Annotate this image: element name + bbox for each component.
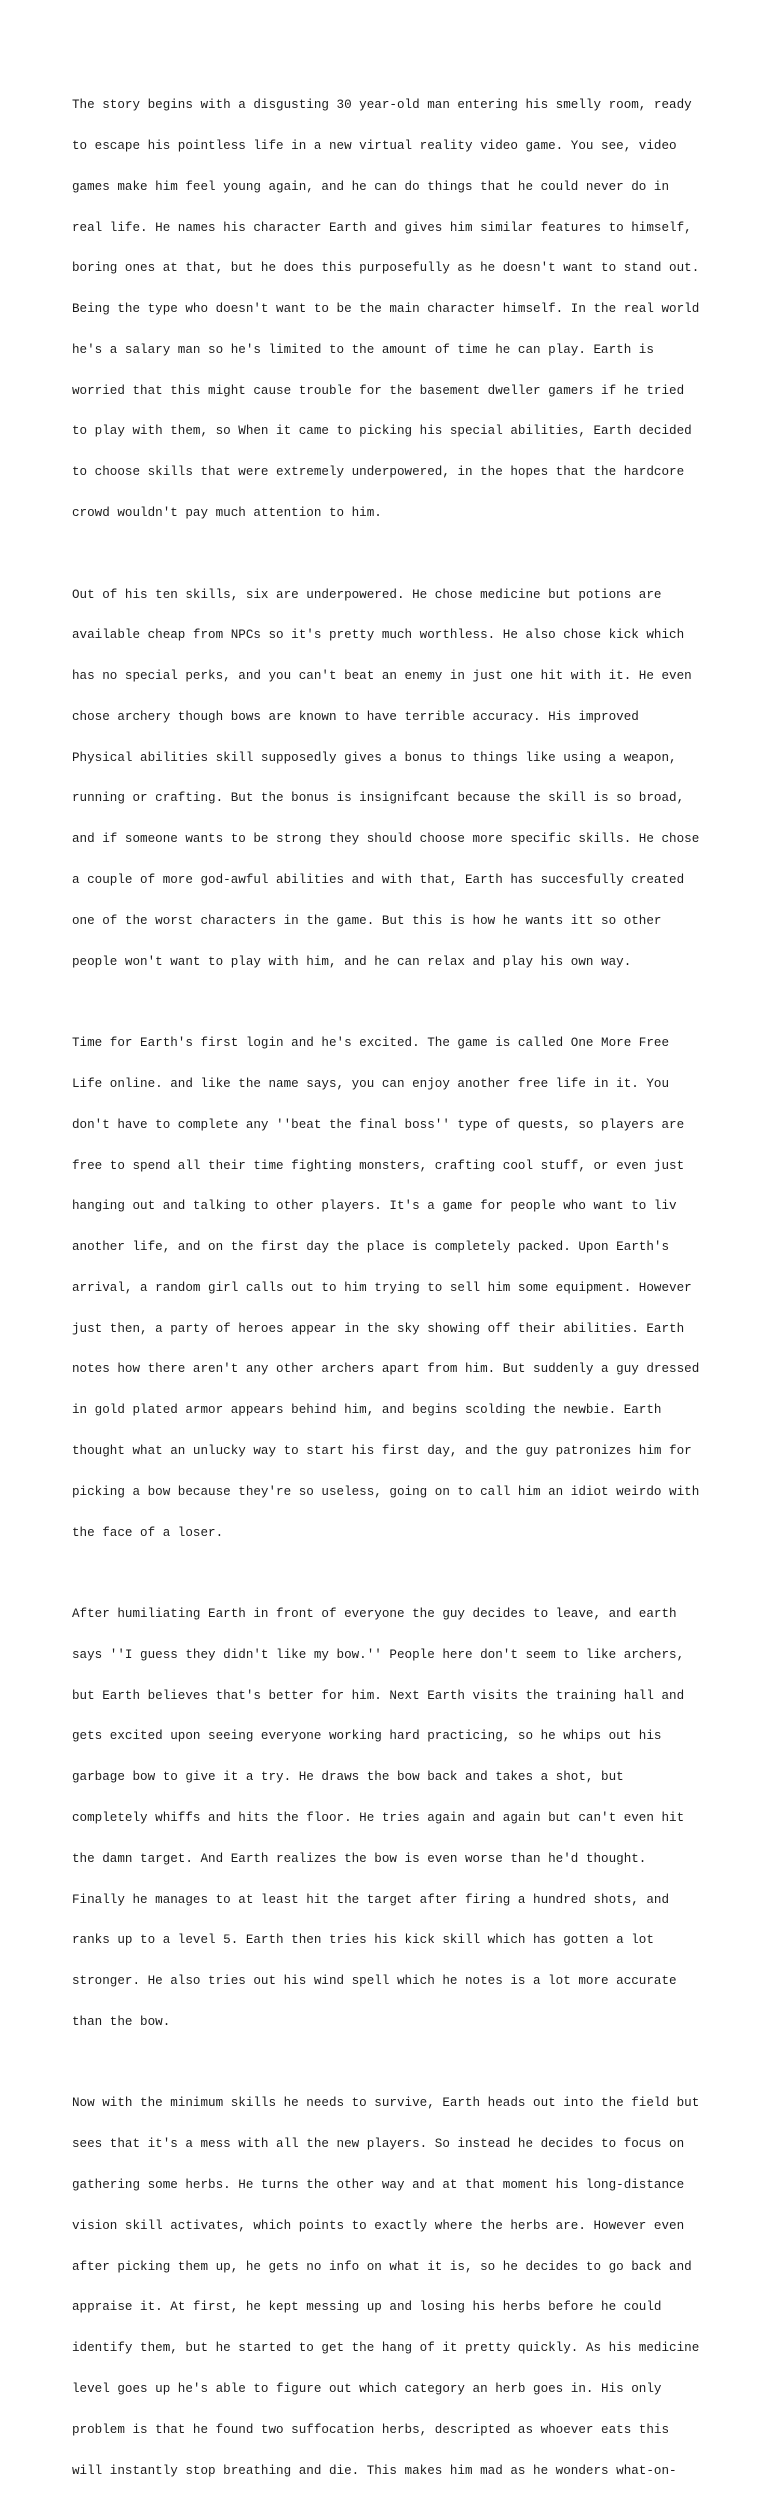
text-line: one of the worst characters in the game. But this is how he wants itt so other: [72, 913, 662, 928]
text-line: Life online. and like the name says, you can enjoy another free life in it. You: [72, 1076, 670, 1091]
text-line: Now with the minimum skills he needs to survive, Earth heads out into the field but: [72, 2096, 700, 2111]
text-line: after picking them up, he gets no info on what it is, so he decides to go back and: [72, 2259, 692, 2274]
text-line: in gold plated armor appears behind him, and begins scolding the newbie. Earth: [72, 1403, 662, 1418]
text-line: than the bow.: [72, 2014, 171, 2029]
text-line: crowd wouldn't pay much attention to him.: [72, 506, 382, 520]
text-line: completely whiffs and hits the floor. He tries again and again but can't even hit: [72, 1811, 685, 1825]
text-line: ranks up to a level 5. Earth then tries his kick skill which has gotten a lot: [72, 1933, 654, 1948]
text-line: gets excited upon seeing everyone working hard practicing, so he whips out his: [72, 1729, 662, 1744]
text-line: he's a salary man so he's limited to the amount of time he can play. Earth is: [72, 342, 654, 357]
text-line: Time for Earth's first login and he's excited. The game is called One More Free: [72, 1036, 670, 1051]
text-line: The story begins with a disgusting 30 year-old man entering his smelly room, ready: [72, 98, 692, 113]
text-line: appraise it. At first, he kept messing up and losing his herbs before he could: [72, 2300, 662, 2315]
text-line: a couple of more god-awful abilities and with that, Earth has succesfully created: [72, 873, 685, 888]
text-line: vision skill activates, which points to exactly where the herbs are. However even: [72, 2218, 685, 2233]
text-line: Out of his ten skills, six are underpowered. He chose medicine but potions are: [72, 587, 662, 602]
paragraph-3: [72, 1010, 712, 1567]
text-line: available cheap from NPCs so it's pretty much worthless. He also chose kick which: [72, 628, 685, 643]
text-line: chose archery though bows are known to have terrible accuracy. His improved: [72, 709, 639, 724]
text-line: identify them, but he started to get the hang of it pretty quickly. As his medicine: [72, 2341, 700, 2356]
text-line: to choose skills that were extremely underpowered, in the hopes that the hardcore: [72, 465, 685, 480]
text-line: Physical abilities skill supposedly gives a bonus to things like using a weapon,: [72, 750, 677, 765]
text-line: picking a bow because they're so useless, going on to call him an idiot weirdo with: [72, 1484, 700, 1499]
paragraph-4: [72, 1581, 712, 2057]
text-line: notes how there aren't any other archers apart from him. But suddenly a guy dressed: [72, 1362, 700, 1377]
text-line: gathering some herbs. He turns the other way and at that moment his long-distance: [72, 2178, 685, 2193]
text-line: Finally he manages to at least hit the target after firing a hundred shots, and: [72, 1892, 670, 1907]
text-line: worried that this might cause trouble for the basement dweller gamers if he tried: [72, 383, 685, 398]
text-line: hanging out and talking to other players. It's a game for people who want to liv: [72, 1199, 677, 1214]
text-line: games make him feel young again, and he can do things that he could never do in: [72, 179, 670, 194]
paragraph-2: [72, 561, 712, 996]
paragraph-1: [72, 72, 712, 548]
text-line: and if someone wants to be strong they should choose more specific skills. He chose: [72, 832, 700, 847]
text-line: people won't want to play with him, and he can relax and play his own way.: [72, 954, 632, 969]
text-line: problem is that he found two suffocation herbs, descripted as whoever eats this: [72, 2422, 670, 2437]
text-line: thought what an unlucky way to start his first day, and the guy patronizes him for: [72, 1443, 692, 1458]
text-line: will instantly stop breathing and die. This makes him mad as he wonders what-on-: [72, 2463, 677, 2478]
text-line: arrival, a random girl calls out to him trying to sell him some equipment. However: [72, 1280, 692, 1295]
text-line: sees that it's a mess with all the new players. So instead he decides to focus on: [72, 2137, 685, 2152]
text-line: level goes up he's able to figure out which category an herb goes in. His only: [72, 2381, 662, 2396]
text-line: but Earth believes that's better for him. Next Earth visits the training hall and: [72, 1688, 685, 1703]
text-line: just then, a party of heroes appear in the sky showing off their abilities. Earth: [72, 1321, 685, 1336]
text-line: another life, and on the first day the place is completely packed. Upon Earth's: [72, 1240, 670, 1255]
text-line: the damn target. And Earth realizes the bow is even worse than he'd thought.: [72, 1851, 647, 1866]
document-page: [72, 72, 712, 2519]
text-line: says ''I guess they didn't like my bow.'' People here don't seem to like archers,: [72, 1647, 685, 1662]
text-line: Being the type who doesn't want to be the main character himself. In the real world: [72, 302, 700, 317]
text-line: to escape his pointless life in a new virtual reality video game. You see, video: [72, 138, 677, 153]
text-line: garbage bow to give it a try. He draws the bow back and takes a shot, but: [72, 1770, 624, 1785]
text-line: to play with them, so When it came to picking his special abilities, Earth decided: [72, 424, 692, 439]
text-line: running or crafting. But the bonus is insignifcant because the skill is so broad,: [72, 791, 685, 806]
text-line: real life. He names his character Earth and gives him similar features to himself,: [72, 220, 692, 235]
text-line: boring ones at that, but he does this purposefully as he doesn't want to stand out.: [72, 261, 700, 276]
text-line: free to spend all their time fighting monsters, crafting cool stuff, or even just: [72, 1158, 685, 1173]
text-line: After humiliating Earth in front of everyone the guy decides to leave, and earth: [72, 1607, 677, 1622]
text-line: has no special perks, and you can't beat an enemy in just one hit with it. He even: [72, 669, 692, 684]
text-line: stronger. He also tries out his wind spell which he notes is a lot more accurate: [72, 1974, 677, 1989]
text-line: the face of a loser.: [72, 1525, 224, 1540]
text-line: don't have to complete any ''beat the final boss'' type of quests, so players are: [72, 1117, 685, 1132]
paragraph-5: [72, 2070, 712, 2505]
